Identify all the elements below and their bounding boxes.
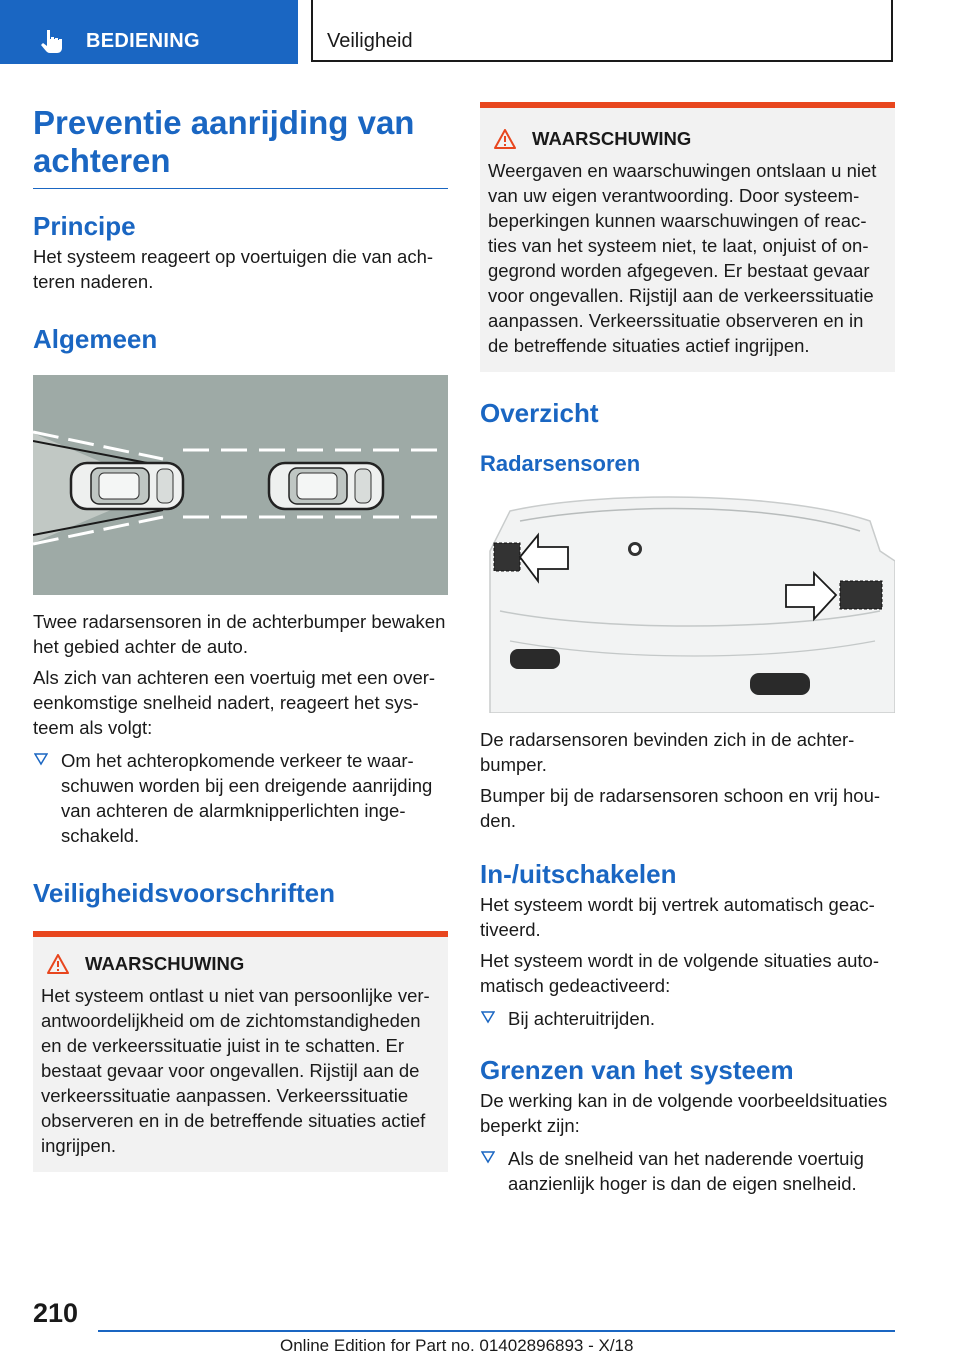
triangle-bullet-icon bbox=[34, 752, 48, 766]
section-label: Veiligheid bbox=[327, 30, 413, 52]
chapter-tab[interactable] bbox=[0, 0, 298, 64]
radar-coverage-illustration bbox=[33, 375, 448, 595]
warning-text: Weergaven en waarschuwingen ontslaan u niet van uw eigen verantwoording. Door systeembeperkingen kunnen waarschuwingen of reacties van het systeem niet, te laat, onjuist of ongegrond worden afgegeven. Er bestaat gevaar voor ongevallen. Rijstijl aan de verkeerssituatie aanpassen. Verkeerssituatie observeren en in de betreffende situaties actief ingrijpen. bbox=[488, 160, 877, 356]
schakelen-paragraph-1: Het systeem wordt bij vertrek automatisch geactiveerd. bbox=[480, 894, 875, 940]
grenzen-heading: Grenzen van het systeem bbox=[480, 1055, 794, 1085]
warning-title: WAARSCHUWING bbox=[532, 128, 692, 149]
veiligheid-heading: Veiligheidsvoorschriften bbox=[33, 878, 335, 908]
triangle-bullet-icon bbox=[481, 1010, 495, 1024]
footer-divider bbox=[98, 1330, 895, 1332]
radarsensoren-heading: Radarsensoren bbox=[480, 451, 641, 476]
hand-pointer-icon bbox=[38, 28, 64, 54]
triangle-bullet-icon bbox=[481, 1150, 495, 1164]
warning-box bbox=[33, 931, 448, 1172]
algemeen-heading: Algemeen bbox=[33, 324, 158, 354]
algemeen-paragraph-1: Twee radarsensoren in de achterbumper bewaken het gebied achter de auto. bbox=[33, 611, 446, 657]
rear-bumper-illustration bbox=[480, 491, 895, 713]
list-item bbox=[480, 1006, 895, 1031]
overzicht-heading: Overzicht bbox=[480, 398, 599, 428]
section-header bbox=[311, 0, 893, 62]
overzicht-paragraph-1: De radarsensoren bevinden zich in de achterbumper. bbox=[480, 729, 855, 775]
footer-edition: Online Edition for Part no. 01402896893 - X/18 bbox=[280, 1336, 634, 1355]
schakelen-list bbox=[480, 1006, 895, 1031]
warning-box bbox=[480, 102, 895, 372]
schakelen-paragraph-2: Het systeem wordt in de volgende situaties automatisch gedeactiveerd: bbox=[480, 950, 879, 996]
page-title: Preventie aanrijding van achteren bbox=[33, 104, 448, 189]
warning-title: WAARSCHUWING bbox=[85, 953, 245, 974]
principe-text: Het systeem reageert op voertuigen die van achteren naderen. bbox=[33, 246, 434, 292]
right-column bbox=[480, 100, 895, 1196]
list-item bbox=[33, 748, 448, 848]
warning-header bbox=[47, 953, 440, 975]
algemeen-bullet-text: Om het achteropkomende verkeer te waarschuwen worden bij een dreigende aanrijding van achteren de alarmknipperlichten ingeschakeld. bbox=[61, 750, 433, 846]
page-number: 210 bbox=[33, 1298, 79, 1328]
warning-header bbox=[494, 128, 887, 150]
schakelen-heading: In-/uitschakelen bbox=[480, 859, 677, 889]
algemeen-paragraph-2: Als zich van achteren een voertuig met een overeenkomstige snelheid nadert, reageert het systeem als volgt: bbox=[33, 667, 436, 738]
list-item bbox=[480, 1146, 895, 1196]
algemeen-list bbox=[33, 748, 448, 848]
overzicht-paragraph-2: Bumper bij de radarsensoren schoon en vrij houden. bbox=[480, 785, 881, 831]
principe-heading: Principe bbox=[33, 211, 136, 241]
chapter-label: BEDIENING bbox=[86, 30, 200, 52]
warning-triangle-icon bbox=[494, 129, 516, 149]
grenzen-bullet-text: Als de snelheid van het naderende voertuig aanzienlijk hoger is dan de eigen snelheid. bbox=[508, 1148, 864, 1194]
warning-triangle-icon bbox=[47, 954, 69, 974]
schakelen-bullet-text: Bij achteruitrijden. bbox=[508, 1008, 656, 1029]
grenzen-list bbox=[480, 1146, 895, 1196]
left-column bbox=[33, 100, 448, 1172]
warning-text: Het systeem ontlast u niet van persoonlijke verantwoordelijkheid om de zichtomstandigheden en de verkeerssituatie juist in te schatten. Er bestaat gevaar voor ongevallen. Rijstijl aan de verkeerssituatie aanpassen. Verkeerssituatie observeren en in de betreffende situaties actief ingrijpen. bbox=[41, 985, 430, 1156]
grenzen-paragraph-1: De werking kan in de volgende voorbeeldsituaties beperkt zijn: bbox=[480, 1090, 888, 1136]
